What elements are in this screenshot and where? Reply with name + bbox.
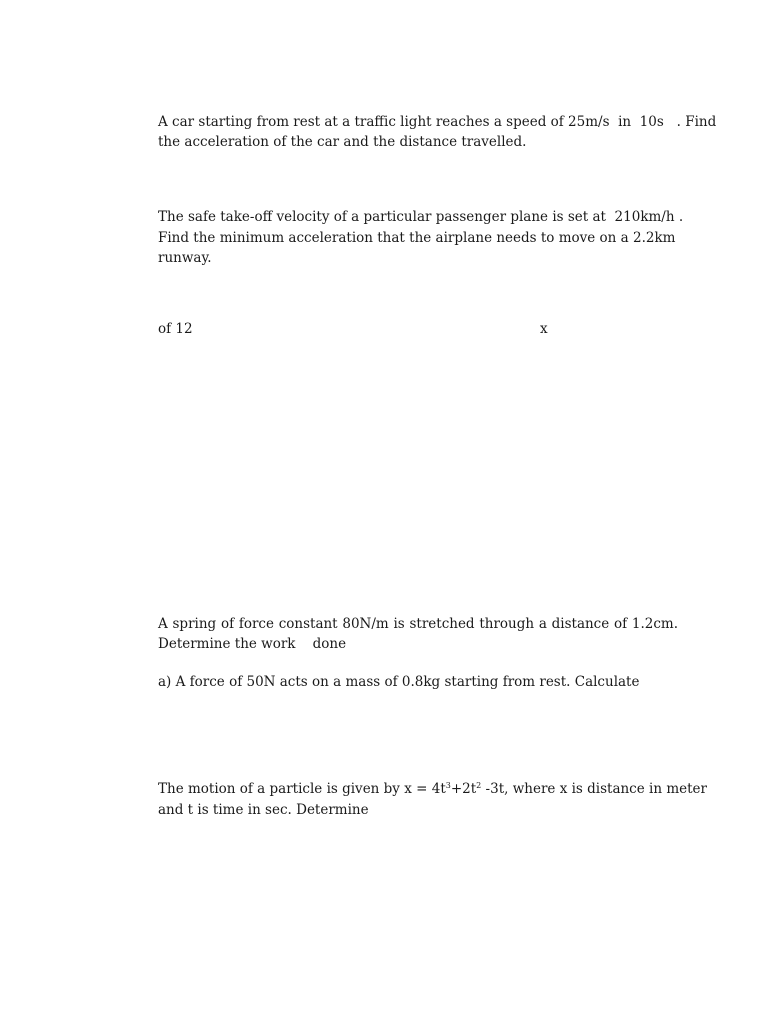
exponent-cubed: 3 <box>445 781 451 790</box>
fragment-text-right: x <box>540 321 548 337</box>
particle-equation-part-1: The motion of a particle is given by x = 4t <box>158 781 446 797</box>
question-plane-line-2: Find the minimum acceleration that the airplane needs to move on a 2.2km <box>158 230 676 246</box>
question-car-line-1: A car starting from rest at a traffic light reaches a speed of 25m/s in 10s . Find <box>158 114 717 130</box>
question-plane-line-3: runway. <box>158 250 212 266</box>
question-spring-line-2: Determine the work done <box>158 636 347 652</box>
exponent-squared: 2 <box>476 781 482 790</box>
question-particle-line-1 <box>158 779 707 800</box>
question-spring-line-1: A spring of force constant 80N/m is stretched through a distance of 1.2cm. <box>158 616 678 632</box>
question-particle-line-2: and t is time in sec. Determine <box>158 802 369 818</box>
fragment-text-left: of 12 <box>158 321 193 337</box>
question-plane-line-1: The safe take-off velocity of a particular passenger plane is set at 210km/h . <box>158 209 684 225</box>
question-force-line-1: a) A force of 50N acts on a mass of 0.8kg starting from rest. Calculate <box>158 674 640 690</box>
particle-equation-part-2: +2t <box>450 781 477 797</box>
question-car-line-2: the acceleration of the car and the distance travelled. <box>158 134 527 150</box>
particle-equation-part-3: -3t, where x is distance in meter <box>481 781 707 797</box>
